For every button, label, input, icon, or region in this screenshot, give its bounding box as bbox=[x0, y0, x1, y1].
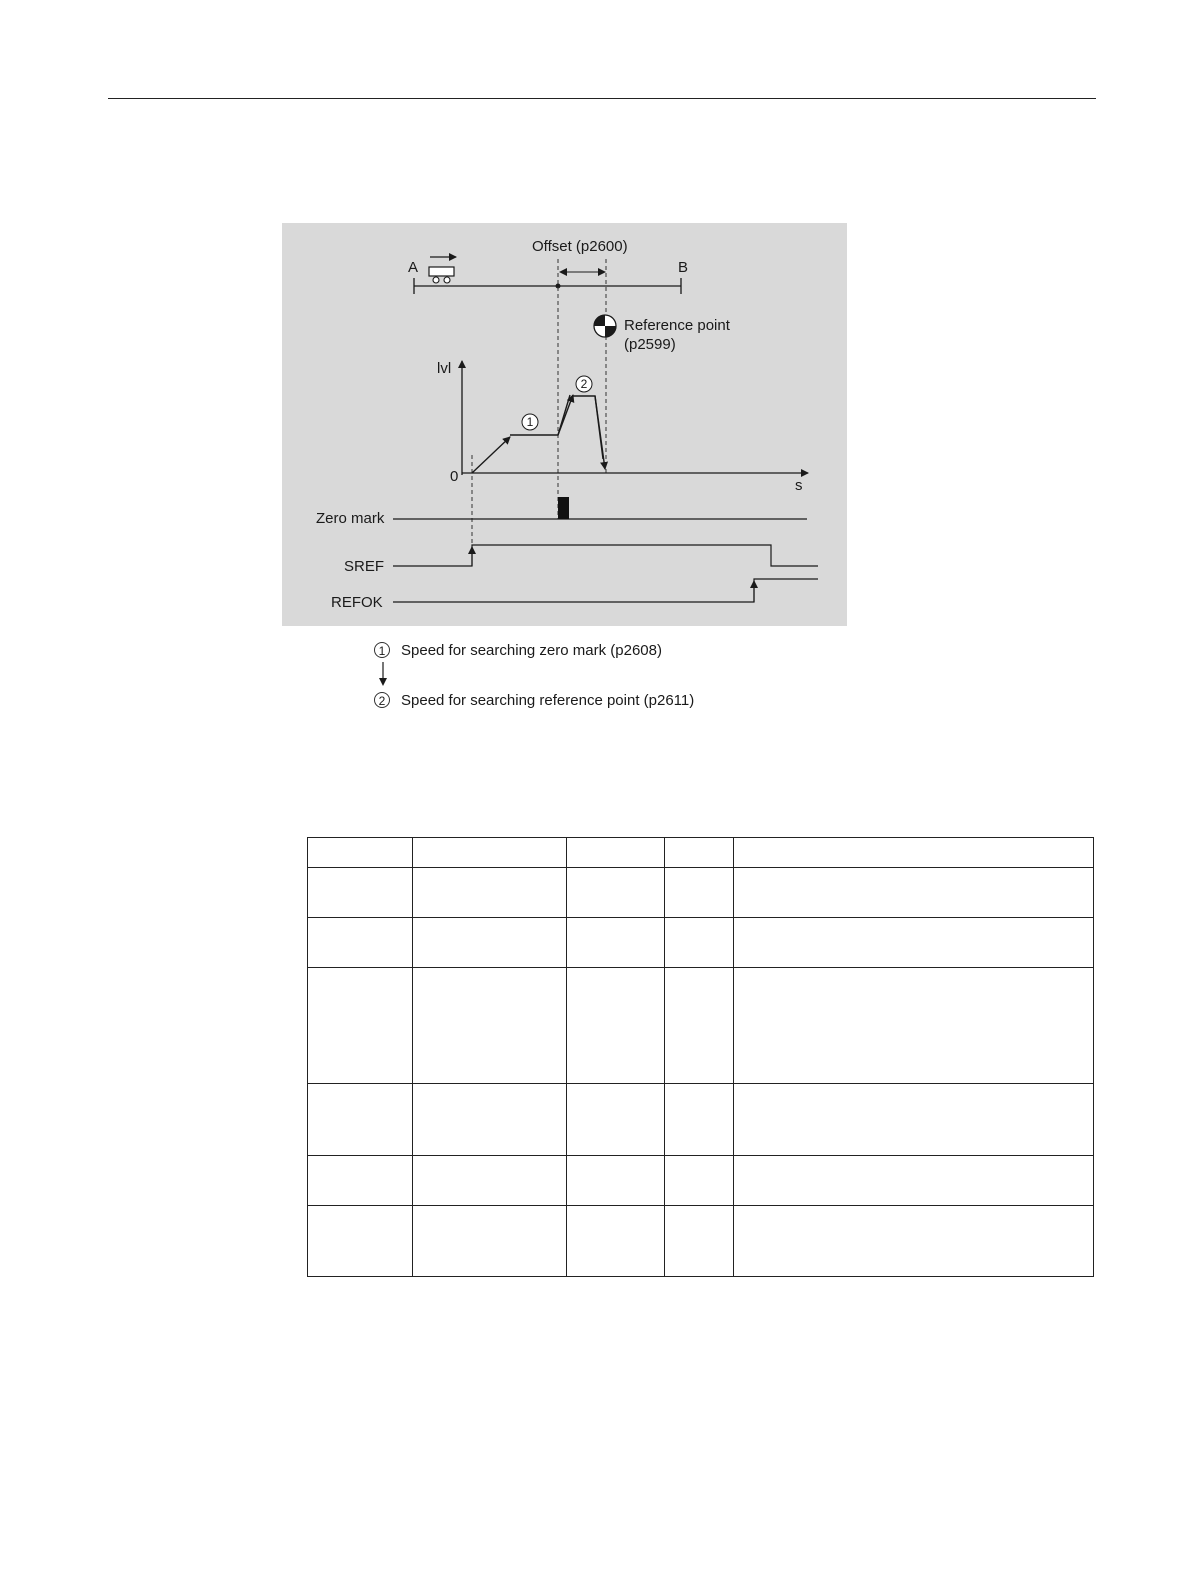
svg-text:1: 1 bbox=[526, 415, 534, 429]
table-cell bbox=[567, 1206, 665, 1277]
table-cell bbox=[665, 1084, 734, 1156]
reference-point-param: (p2599) bbox=[624, 336, 676, 353]
table-cell bbox=[308, 1156, 413, 1206]
table-row bbox=[308, 868, 1094, 918]
table-cell bbox=[308, 1206, 413, 1277]
table-cell bbox=[665, 868, 734, 918]
legend-sequence-arrow bbox=[374, 662, 394, 688]
table-cell bbox=[567, 1084, 665, 1156]
carriage-icon bbox=[429, 257, 456, 283]
legend-marker-1: 1 bbox=[374, 642, 390, 658]
table-cell bbox=[734, 968, 1094, 1084]
header-rule bbox=[108, 98, 1096, 99]
point-a-label: A bbox=[408, 259, 419, 276]
table-cell bbox=[413, 868, 567, 918]
table-cell bbox=[567, 1156, 665, 1206]
table-cell bbox=[665, 968, 734, 1084]
speed-marker-2 bbox=[576, 376, 592, 392]
sref-signal bbox=[393, 545, 818, 566]
table-cell bbox=[413, 1084, 567, 1156]
legend-text: Speed for searching zero mark (p2608) bbox=[401, 641, 662, 659]
speed-profile bbox=[472, 395, 605, 473]
table-row bbox=[308, 918, 1094, 968]
zero-mark-label: Zero mark bbox=[316, 510, 385, 527]
table-cell bbox=[308, 968, 413, 1084]
reference-point-icon bbox=[594, 315, 616, 337]
table-cell bbox=[413, 1156, 567, 1206]
y-axis-label: lvl bbox=[437, 360, 452, 377]
homing-diagram bbox=[282, 223, 847, 626]
table-header-cell bbox=[567, 838, 665, 868]
origin-label: 0 bbox=[450, 468, 459, 485]
table-cell bbox=[665, 1156, 734, 1206]
table-row bbox=[308, 1156, 1094, 1206]
sref-label: SREF bbox=[344, 558, 385, 575]
reference-point-label: Reference point bbox=[624, 317, 730, 334]
table-cell bbox=[665, 918, 734, 968]
legend-item bbox=[374, 690, 694, 710]
legend-marker-2: 2 bbox=[374, 692, 390, 708]
table-cell bbox=[308, 1084, 413, 1156]
legend-text: Speed for searching reference point (p2611) bbox=[401, 691, 695, 709]
table-cell bbox=[413, 918, 567, 968]
point-b-label: B bbox=[678, 259, 689, 276]
table-cell bbox=[413, 968, 567, 1084]
refok-label: REFOK bbox=[331, 594, 383, 611]
figure-legend bbox=[374, 640, 874, 715]
table-cell bbox=[567, 918, 665, 968]
table-header-cell bbox=[308, 838, 413, 868]
table-cell bbox=[567, 868, 665, 918]
table-row bbox=[308, 1206, 1094, 1277]
table-cell bbox=[665, 1206, 734, 1277]
table-cell bbox=[567, 968, 665, 1084]
table-cell bbox=[308, 868, 413, 918]
speed-marker-1 bbox=[522, 414, 538, 430]
table-cell bbox=[734, 918, 1094, 968]
table-cell bbox=[734, 1156, 1094, 1206]
table-cell bbox=[734, 868, 1094, 918]
table-cell bbox=[734, 1084, 1094, 1156]
table-cell bbox=[308, 918, 413, 968]
zero-mark-pulse bbox=[558, 497, 569, 519]
table-header-cell bbox=[665, 838, 734, 868]
svg-text:2: 2 bbox=[580, 377, 588, 391]
table-header-row bbox=[308, 838, 1094, 868]
legend-item bbox=[374, 640, 662, 660]
offset-label: Offset (p2600) bbox=[532, 238, 628, 255]
homing-diagram-panel bbox=[282, 223, 847, 626]
table-cell bbox=[413, 1206, 567, 1277]
table-row bbox=[308, 968, 1094, 1084]
table-header-cell bbox=[413, 838, 567, 868]
table-cell bbox=[734, 1206, 1094, 1277]
parameter-table bbox=[307, 837, 1094, 1277]
table-header-cell bbox=[734, 838, 1094, 868]
x-axis-label: s bbox=[795, 477, 803, 494]
table-row bbox=[308, 1084, 1094, 1156]
